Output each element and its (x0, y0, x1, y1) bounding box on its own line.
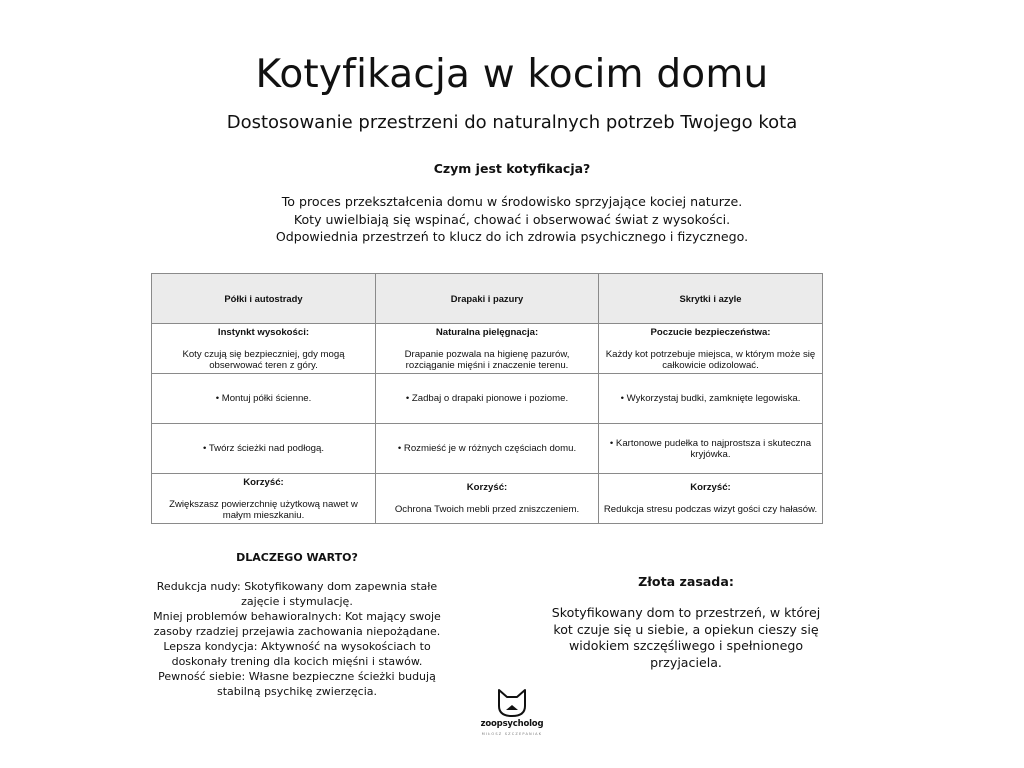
intro-text: To proces przekształcenia domu w środowisko sprzyjające kociej naturze. Koty uwielbiają się wspinać, chować i obserwować świat z wysokości. Odpowiednia przestrzeń to klucz do ich zdrowia psychicznego i fizycznego. (275, 194, 749, 244)
table-cell (376, 474, 599, 524)
golden-rule-heading: Złota zasada: (638, 574, 734, 589)
why-heading: DLACZEGO WARTO? (236, 551, 358, 564)
cell-text: • Kartonowe pudełka to najprostsza i skuteczna kryjówka. (609, 437, 812, 460)
cat-areas-table (151, 273, 823, 524)
table-row (152, 424, 823, 474)
table-cell (152, 374, 376, 424)
cell-heading: Instynkt wysokości: (217, 326, 310, 338)
table-cell (152, 424, 376, 474)
table-cell (376, 324, 599, 374)
cell-text: • Rozmieść je w różnych częściach domu. (397, 443, 577, 454)
page-title: Kotyfikacja w kocim domu (255, 52, 769, 97)
table-cell (599, 374, 823, 424)
cell-heading: Naturalna pielęgnacja: (435, 326, 539, 338)
brand-logo (462, 688, 562, 736)
table-row (152, 324, 823, 374)
cat-head-icon (496, 688, 528, 718)
cell-text: Ochrona Twoich mebli przed zniszczeniem. (394, 504, 580, 515)
logo-tagline: MIŁOSZ SZCZEPANIAK (481, 732, 543, 736)
table-cell (599, 474, 823, 524)
why-worth-it-section (152, 550, 442, 699)
cell-text: Redukcja stresu podczas wizyt gości czy hałasów. (603, 504, 818, 515)
cell-text: Każdy kot potrzebuje miejsca, w którym może się całkowicie odizolować. (605, 348, 816, 371)
logo-name: zoopsycholog (480, 719, 544, 729)
page-subtitle: Dostosowanie przestrzeni do naturalnych potrzeb Twojego kota (226, 112, 798, 133)
why-item: Redukcja nudy: Skotyfikowany dom zapewnia stałe zajęcie i stymulację. (156, 580, 438, 608)
table-row (152, 474, 823, 524)
why-item: Mniej problemów behawioralnych: Kot mający swoje zasoby rzadziej przejawia zachowania niepożądane. (153, 610, 441, 638)
table-cell (599, 324, 823, 374)
cell-heading: Korzyść: (466, 482, 508, 493)
table-cell (152, 324, 376, 374)
column-header: Półki i autostrady (152, 274, 376, 324)
why-item: Lepsza kondycja: Aktywność na wysokościach to doskonały trening dla kocich mięśni i stawów. (163, 640, 431, 668)
cell-heading: Korzyść: (243, 476, 284, 488)
why-item: Pewność siebie: Własne bezpieczne ścieżki budują stabilną psychikę zwierzęcia. (158, 670, 436, 698)
golden-rule-section (548, 574, 824, 671)
column-header: Skrytki i azyle (599, 274, 823, 324)
cell-heading: Korzyść: (690, 482, 731, 493)
cell-text: • Twórz ścieżki nad podłogą. (202, 443, 325, 454)
cell-text: Koty czują się bezpieczniej, gdy mogą obserwować teren z góry. (182, 348, 345, 371)
cell-text: Drapanie pozwala na higienę pazurów, rozciąganie mięśni i znaczenie terenu. (404, 348, 570, 371)
column-header: Drapaki i pazury (376, 274, 599, 324)
table-cell (376, 424, 599, 474)
cell-text: • Montuj półki ścienne. (215, 393, 312, 404)
table-cell (152, 474, 376, 524)
intro-heading: Czym jest kotyfikacja? (433, 161, 591, 176)
cell-heading: Poczucie bezpieczeństwa: (650, 326, 771, 338)
table-cell (376, 374, 599, 424)
golden-rule-text: Skotyfikowany dom to przestrzeń, w której kot czuje się u siebie, a opiekun cieszy się widokiem szczęśliwego i spełnionego przyjaciela. (551, 605, 821, 670)
cell-text: • Zadbaj o drapaki pionowe i poziome. (405, 393, 569, 404)
cell-text: • Wykorzystaj budki, zamknięte legowiska. (620, 393, 801, 404)
table-row (152, 374, 823, 424)
cell-text: Zwiększasz powierzchnię użytkową nawet w małym mieszkaniu. (169, 498, 358, 521)
table-cell (599, 424, 823, 474)
table-header-row (152, 274, 823, 324)
